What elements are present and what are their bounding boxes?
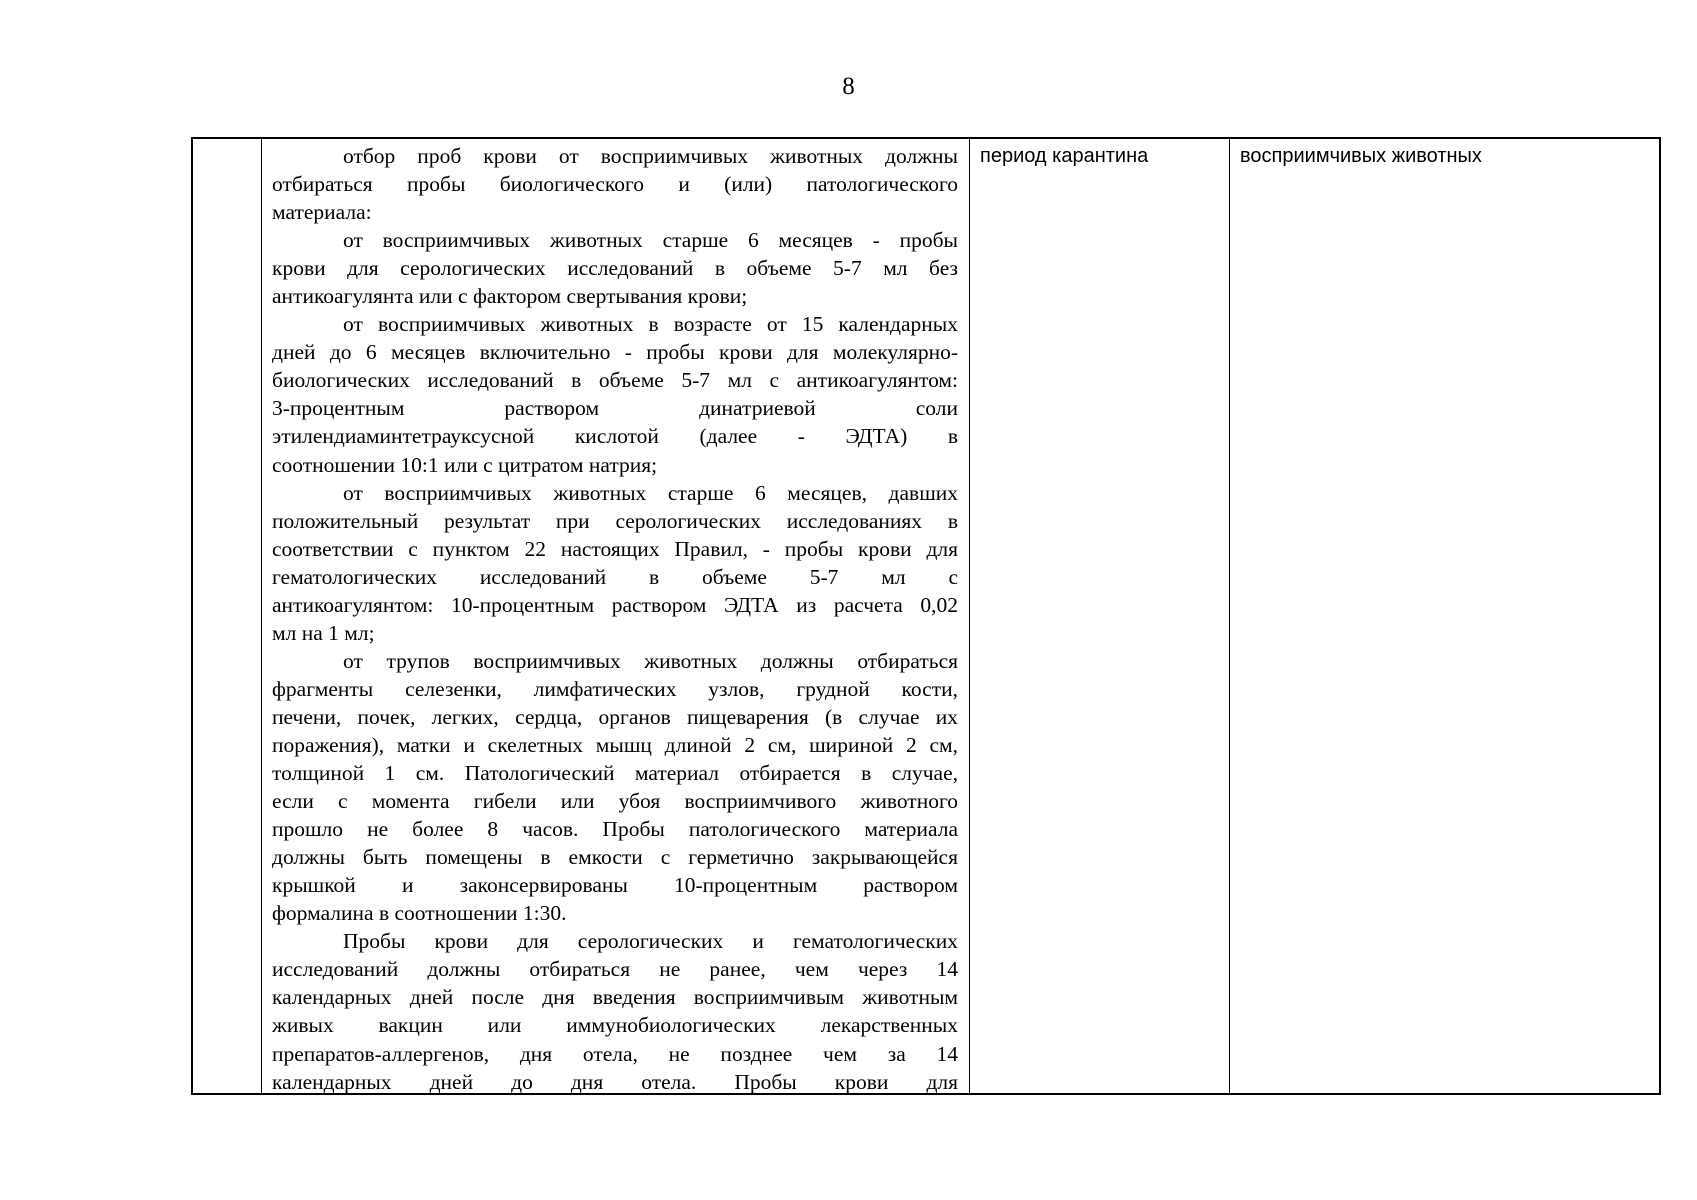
text-line: мл на 1 мл; [272, 620, 375, 645]
subjects-cell [1240, 142, 1655, 170]
text-line: антикоагулянтом: 10-процентным раствором ЭДТА из расчета 0,02 [272, 592, 958, 617]
text-line: толщиной 1 см. Патологический материал отбирается в случае, [272, 761, 958, 786]
text-line: антикоагулянта или с фактором свертывания крови; [272, 284, 748, 309]
text-line: от восприимчивых животных в возрасте от 15 календарных [343, 312, 958, 337]
text-line: прошло не более 8 часов. Пробы патологического материала [272, 817, 958, 842]
text-line: поражения), матки и скелетных мышц длиной 2 см, шириной 2 см, [272, 732, 958, 757]
text-line: от восприимчивых животных старше 6 месяцев, давших [343, 480, 958, 505]
text-line: биологических исследований в объеме 5-7 мл с антикоагулянтом: [272, 368, 958, 393]
text-line: соотношении 10:1 или с цитратом натрия; [272, 452, 658, 477]
text-line: 3-процентным раствором динатриевой соли [272, 396, 958, 421]
text-line: этилендиаминтетрауксусной кислотой (далее - ЭДТА) в [272, 424, 958, 449]
text-line: должны быть помещены в емкости с герметично закрывающейся [272, 845, 958, 870]
text-line: календарных дней до дня отела. Пробы крови для [272, 1069, 958, 1094]
text-line: крышкой и законсервированы 10-процентным раствором [272, 873, 958, 898]
column-divider [261, 139, 262, 1093]
text-line: если с момента гибели или убоя восприимчивого животного [272, 789, 958, 814]
regulation-table [191, 137, 1661, 1095]
timing-cell [980, 142, 1220, 170]
measures-text-cell [272, 142, 958, 1096]
text-line: Пробы крови для серологических и гематологических [343, 929, 958, 954]
timing-text: период карантина [980, 145, 1149, 167]
text-line: отбор проб крови от восприимчивых животных должны [343, 144, 958, 168]
subjects-text: восприимчивых животных [1240, 145, 1482, 167]
text-line: крови для серологических исследований в объеме 5-7 мл без [272, 256, 958, 281]
text-line: от восприимчивых животных старше 6 месяцев - пробы [343, 228, 958, 253]
text-line: исследований должны отбираться не ранее, чем через 14 [272, 957, 958, 982]
text-line: дней до 6 месяцев включительно - пробы крови для молекулярно- [272, 340, 958, 365]
text-line: материала: [272, 200, 372, 225]
text-line: от трупов восприимчивых животных должны отбираться [343, 648, 958, 673]
text-line: фрагменты селезенки, лимфатических узлов, грудной кости, [272, 676, 958, 701]
page-number: 8 [842, 73, 855, 100]
text-line: календарных дней после дня введения восприимчивым животным [272, 985, 958, 1010]
text-line: отбираться пробы биологического и (или) патологического [272, 172, 958, 197]
column-divider [1229, 139, 1230, 1093]
text-line: гематологических исследований в объеме 5-7 мл с [272, 564, 958, 589]
text-line: печени, почек, легких, сердца, органов пищеварения (в случае их [272, 704, 958, 729]
text-line: препаратов-аллергенов, дня отела, не позднее чем за 14 [272, 1041, 958, 1066]
column-divider [969, 139, 970, 1093]
text-line: положительный результат при серологических исследованиях в [272, 508, 958, 533]
text-line: живых вакцин или иммунобиологических лекарственных [272, 1013, 958, 1038]
text-line: соответствии с пунктом 22 настоящих Правил, - пробы крови для [272, 536, 958, 561]
text-line: формалина в соотношении 1:30. [272, 901, 567, 926]
